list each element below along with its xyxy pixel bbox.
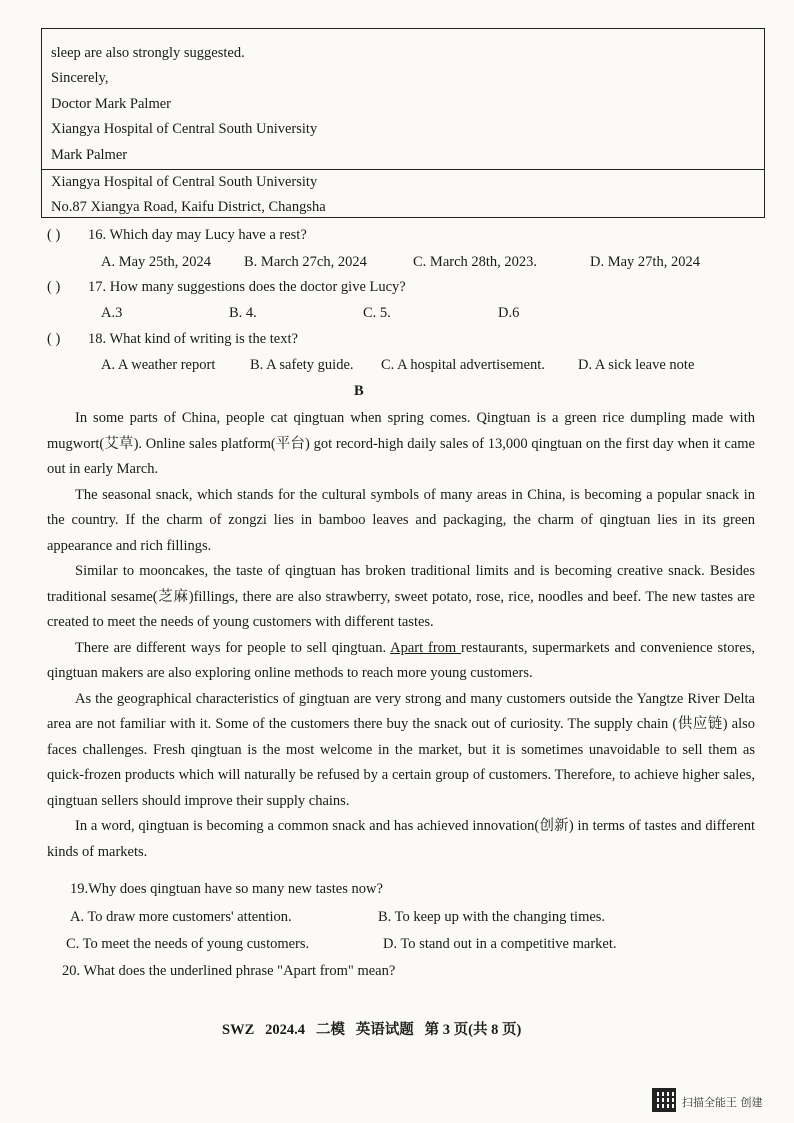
option: A.3 xyxy=(101,305,123,321)
paragraph: The seasonal snack, which stands for the cultural symbols of many areas in China, is becoming a popular snack in the country. If the charm of zongzi lies in bamboo leaves and packaging, the charm of qingtuan lies in its green appearance and rich fillings. xyxy=(47,486,755,554)
option: B. March 27ch, 2024 xyxy=(244,254,367,270)
option: B. A safety guide. xyxy=(250,357,354,373)
letter-line: Xiangya Hospital of Central South University xyxy=(51,121,318,137)
paragraph-text: restaurants, supermarkets and convenience stores, qingtuan makers are also exploring online methods to reach more young customers. xyxy=(47,639,756,681)
option: C. 5. xyxy=(363,305,391,321)
answer-bracket: ( ) xyxy=(47,279,61,295)
question-stem: 19.Why does qingtuan have so many new tastes now? xyxy=(70,881,383,897)
underlined-phrase: Apart from xyxy=(390,639,462,656)
letter-divider xyxy=(42,169,764,170)
question-stem: 18. What kind of writing is the text? xyxy=(88,331,298,347)
qr-code-icon xyxy=(652,1088,676,1112)
question-stem: 20. What does the underlined phrase "Apart from" mean? xyxy=(62,963,396,979)
option: D. May 27th, 2024 xyxy=(590,254,700,270)
option: B. 4. xyxy=(229,305,257,321)
option: A. May 25th, 2024 xyxy=(101,254,211,270)
paragraph xyxy=(47,636,755,687)
page-footer: SWZ 2024.4 二模 英语试题 第 3 页(共 8 页) xyxy=(222,1022,522,1038)
paragraph: In a word, qingtuan is becoming a common snack and has achieved innovation(创新) in terms of tastes and different kinds of markets. xyxy=(47,818,755,860)
paragraph: As the geographical characteristics of gingtuan are very strong and many customers outside the Yangtze River Delta area are not familiar with it. Some of the customers there buy the snack out of curiosity. The supply chain (供应链) also faces challenges. Fresh qingtuan is the most welcome in the market, but it is sometimes unavoidable to sell them as quick-frozen products which will naturally be refused by a certain group of customers. Therefore, to achieve higher sales, qingtuan sellers should improve their supply chains. xyxy=(47,690,755,809)
answer-bracket: ( ) xyxy=(47,331,61,347)
address-line: No.87 Xiangya Road, Kaifu District, Changsha xyxy=(51,199,326,215)
paragraph: Similar to mooncakes, the taste of qingtuan has broken traditional limits and is becoming creative snack. Besides traditional sesame(芝麻)fillings, there are also strawberry, sweet potato, rose, rice, noodles and beef. The new tastes are created to meet the needs of young customers with different tastes. xyxy=(47,563,755,630)
answer-bracket: ( ) xyxy=(47,227,61,243)
paragraph-text: There are different ways for people to sell qingtuan. xyxy=(75,639,391,656)
question-stem: 17. How many suggestions does the doctor give Lucy? xyxy=(88,279,406,295)
letter-line: sleep are also strongly suggested. xyxy=(51,45,245,61)
option: D. A sick leave note xyxy=(578,357,695,373)
option: A. To draw more customers' attention. xyxy=(70,909,292,925)
option: D.6 xyxy=(498,305,520,321)
letter-line: Doctor Mark Palmer xyxy=(51,96,171,112)
option: A. A weather report xyxy=(101,357,216,373)
option: C. A hospital advertisement. xyxy=(381,357,545,373)
option: B. To keep up with the changing times. xyxy=(378,909,606,925)
paragraph: In some parts of China, people cat qingtuan when spring comes. Qingtuan is a green rice dumpling made with mugwort(艾草). Online sales platform(平台) got record-high daily sales of 13,000 qingtuan on the first day when it came out in early March. xyxy=(47,410,755,477)
letter-line: Mark Palmer xyxy=(51,147,128,163)
letter-line: Sincerely, xyxy=(51,70,109,86)
option: C. To meet the needs of young customers. xyxy=(66,936,310,952)
scanner-watermark: 扫描全能王 创建 xyxy=(682,1096,763,1109)
passage xyxy=(47,406,755,865)
section-heading: B xyxy=(354,383,364,399)
option: C. March 28th, 2023. xyxy=(413,254,538,270)
question-stem: 16. Which day may Lucy have a rest? xyxy=(88,227,307,243)
letter-box xyxy=(41,28,765,218)
address-line: Xiangya Hospital of Central South University xyxy=(51,174,318,190)
option: D. To stand out in a competitive market. xyxy=(383,936,617,952)
